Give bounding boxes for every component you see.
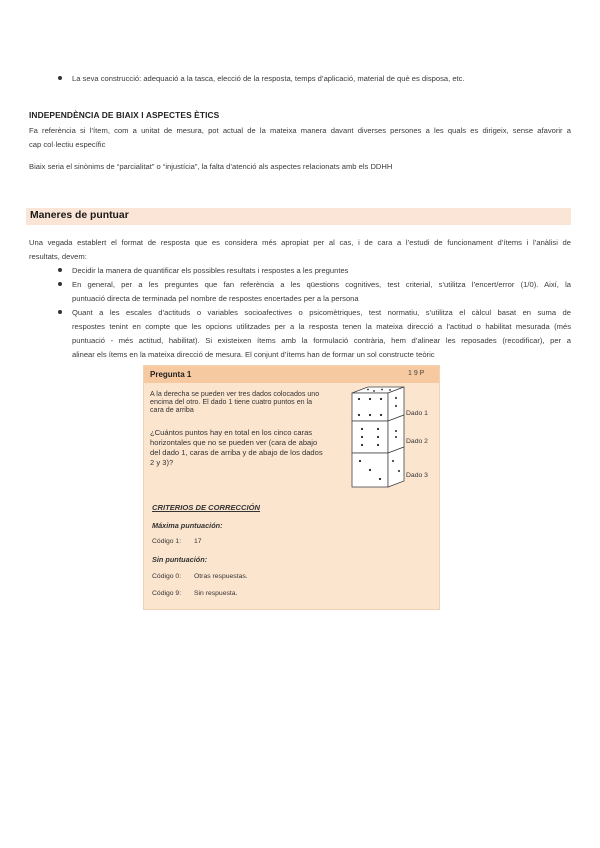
- question-line-1: A la derecha se pueden ver tres dados colocados uno: [150, 390, 320, 398]
- bias-heading: INDEPENDÈNCIA DE BIAIX I ASPECTES ÈTICS: [29, 110, 220, 120]
- bullet-dot: [58, 282, 62, 286]
- question2-line-2: horizontales que no se pueden ver (cara de abajo: [150, 438, 318, 447]
- dice-label-1: Dado 1: [406, 410, 428, 417]
- scoring-bullet-2-line1: En general, per a les preguntes que fan referència a les qüestions cognitives, test criterial, s’utilitza l’encert/error (1/0). Així, la: [72, 280, 571, 289]
- question2-line-3: del dado 1, caras de arriba y de abajo de los dados: [150, 448, 323, 457]
- bias-paragraph-line2: cap col·lectiu específic: [29, 140, 106, 149]
- dice-label-3: Dado 3: [406, 472, 428, 479]
- no-score-label: Sin puntuación:: [152, 555, 208, 564]
- code-9-label: Código 9:: [152, 590, 182, 597]
- code-1-label: Código 1:: [152, 538, 182, 545]
- question2-line-1: ¿Cuántos puntos hay en total en los cinco caras: [150, 428, 313, 437]
- bullet-dot: [58, 310, 62, 314]
- dice-stack-illustration: [348, 385, 408, 495]
- dice-label-2: Dado 2: [406, 438, 428, 445]
- question-figure: [143, 365, 440, 610]
- question-line-3: cara de arriba: [150, 406, 194, 414]
- bias-paragraph-2: Biaix seria el sinònims de “parcialitat” o “injustícia”, la falta d’atenció als aspectes relacionats amb els DDHH: [29, 162, 393, 171]
- scoring-bullet-3-line4: alinear els ítems en la mateixa direcció de mesura. El conjunt d’ítems han de formar un sol constructe teòric: [72, 350, 435, 359]
- code-1-value: 17: [194, 538, 202, 545]
- code-0-text: Otras respuestas.: [194, 573, 248, 580]
- scoring-bullet-1: Decidir la manera de quantificar els possibles resultats i respostes a les preguntes: [72, 266, 349, 275]
- bullet-dot: [58, 268, 62, 272]
- scoring-intro-line2: resultats, devem:: [29, 252, 87, 261]
- question-line-2: encima del otro. El dado 1 tiene cuatro puntos en la: [150, 398, 313, 406]
- scoring-bullet-3-line3: puntuació - més actitud, habilitat). Si existeixen ítems amb la formulació contrària, hem d’alinear les reposades (recodificar), per a: [72, 336, 571, 345]
- bias-paragraph-line1: Fa referència si l’ítem, com a unitat de mesura, pot actual de la mateixa manera davant diverses persones a les quals es dirigeix, sense afavorir a: [29, 126, 571, 135]
- scoring-intro-line1: Una vegada establert el format de resposta que es considera més apropiat per al cas, i de cara a l’estudi de funcionament d’ítems i l’anàlisi de: [29, 238, 571, 247]
- figure-title: Pregunta 1: [150, 370, 192, 379]
- question2-line-4: 2 y 3)?: [150, 458, 174, 467]
- code-9-text: Sin respuesta.: [194, 590, 238, 597]
- intro-bullet-text: La seva construcció: adequació a la tasca, elecció de la resposta, temps d’aplicació, material de què es disposa, etc.: [72, 74, 465, 83]
- figure-code: 1 9 P: [408, 370, 425, 377]
- criteria-title: CRITERIOS DE CORRECCIÓN: [152, 503, 261, 512]
- scoring-bullet-2-line2: puntuació directa de terminada pel nombre de respostes encertades per a la persona: [72, 294, 359, 303]
- code-0-label: Código 0:: [152, 573, 182, 580]
- section-title: Maneres de puntuar: [30, 210, 129, 221]
- bullet-dot: [58, 76, 62, 80]
- scoring-bullet-3-line1: Quant a les escales d’actituds o variables socioafectives o psicomètriques, test normatiu, s’utilitza el càlcul basat en suma de: [72, 308, 571, 317]
- max-score-label: Máxima puntuación:: [152, 521, 223, 530]
- scoring-bullet-3-line2: respostes tenint en compte que les opcions utilitzades per a la resposta tenen la mateixa direcció a l’actitud o habilitat mesurada (més: [72, 322, 571, 331]
